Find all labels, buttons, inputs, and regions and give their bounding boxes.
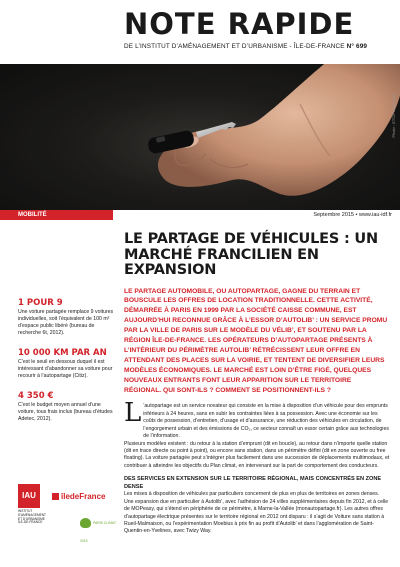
photo-credit: Photo : ETC/Fotolia.com	[391, 94, 396, 138]
publication-subtitle	[124, 43, 367, 50]
key-figure-text: Une voiture partagée remplace 9 voitures individuelles, soit l’équivalent de 100 m² d’espace public libéré (bureau de recherche 6t, 2012).	[18, 309, 114, 336]
rubric-label: MOBILITÉ	[0, 210, 113, 220]
masthead	[0, 0, 400, 64]
key-figure-value: 4 350 €	[18, 391, 54, 401]
section-heading: DES SERVICES EN EXTENSION SUR LE TERRITOIRE RÉGIONAL, MAIS CONCENTRÉS EN ZONE DENSE	[124, 476, 382, 490]
publication-date: Septembre 2015 • www.iau-idf.fr	[313, 212, 392, 218]
key-figure-text: C’est le seuil en dessous duquel il est intéressant d’abandonner sa voiture pour recourir à l’autopartage (Citiz).	[18, 359, 113, 379]
article-paragraph: Plusieurs modèles existent : du retour à la station d’emprunt (dit en boucle), au retour dans n’importe quelle station (dit en trace directe ou point à point), ou encore sans station, dans un périmètre défini (dit en zone ouverte ou free floating). La voiture partagée peut s’intégrer plus facilement dans une succession de déplacements multimodaux, et contribuer à atteindre les objectifs du Plan climat, en intervenant sur la part de comportement des conducteurs.	[124, 440, 390, 469]
key-figure	[18, 348, 116, 380]
iau-logo-text: INSTITUT D’AMÉNAGEMENT ET D’URBANISME ÎLE-DE-FRANCE	[18, 509, 46, 525]
region-logo	[52, 492, 105, 501]
article-body	[124, 398, 390, 440]
publication-title: NOTE RAPIDE	[124, 7, 355, 41]
key-figures-sidebar	[18, 298, 116, 434]
key-figure	[18, 298, 116, 337]
key-figure-value: 10 000 KM PAR AN	[18, 348, 107, 358]
hand-with-key-illustration	[0, 64, 400, 210]
region-logo-text: îledeFrance	[61, 492, 106, 501]
rubric-bar	[0, 210, 400, 220]
issue-number: N° 699	[346, 43, 368, 50]
partner-logos	[18, 484, 124, 543]
article-paragraph: Les mises à disposition de véhicules par particuliers concernent de plus en plus de territoires en zones denses. Une expansion due en particulier à Autolib’, avec l’adhésion de 24 villes supplémentaires depuis fin 2012, et à celle de MOPeasy, qui s’étend en périphérie de ce périmètre, à Marne-la-Vallée (monautopartage.fr). Les autres offres d’autopartage électrique présentes sur le territoire régional en 2012 ont disparu : il s’agit de Voiture sans station à Rueil-Malmaison, ou l’expérimentation Moebius à prix fin au profit d’Autolib’ et dans l’agglomération de Saint-Quentin-en-Yvelines, avec Twizy Way.	[124, 491, 389, 535]
key-figure-value: 1 POUR 9	[18, 298, 63, 308]
subtitle-text: DE L’INSTITUT D’AMÉNAGEMENT ET D’URBANISME - ÎLE-DE-FRANCE	[124, 43, 345, 50]
climate-logo	[80, 514, 124, 550]
key-figure	[18, 391, 116, 423]
article-headline: LE PARTAGE DE VÉHICULES : UN MARCHÉ FRANCILIEN EN EXPANSION	[124, 231, 378, 278]
drop-cap: L	[124, 398, 142, 429]
article-lead: LE PARTAGE AUTOMOBILE, OU AUTOPARTAGE, GAGNE DU TERRAIN ET BOUSCULE LES OFFRES DE LOCATION TRADITIONNELLE. CETTE ACTIVITÉ, DÉMARRÉE À PARIS EN 1999 PAR LA SOCIÉTÉ CAISSE COMMUNE, EST AUJOURD’HUI RECONNUE GRÂCE À L’ESSOR D’AUTOLIB’ : UN SERVICE PROMU PAR LA VILLE DE PARIS SUR LE MODÈLE DU VÉLIB’, ET SOUTENU PAR LA RÉGION ÎLE-DE-FRANCE. LES OPÉRATEURS D’AUTOPARTAGE PRÉSENTS À L’INTÉRIEUR DU PÉRIMÈTRE AUTOLIB’ RÉTRÉCISSENT LEUR OFFRE EN ATTENDANT DES PLACES SUR LA VOIRIE, ET TENTENT DE DIVERSIFIER LEURS MODÈLES ÉCONOMIQUES. LE MARCHÉ EST LOIN D’ÊTRE FIGÉ, QUELQUES NOUVEAUX ENTRANTS FONT LEUR APPARITION SUR LE TERRITOIRE RÉGIONAL. QUI SONT-ILS ? COMMENT SE POSITIONNENT-ILS ?	[124, 287, 388, 394]
cover-photo	[0, 64, 400, 210]
region-logo-icon	[52, 493, 59, 500]
iau-logo: IAU	[18, 484, 40, 508]
leaf-icon	[80, 518, 91, 528]
article-paragraph: ’autopartage est un service novateur qui consiste en la mise à disposition d’un véhicule pour des emprunts inférieurs à 24 heures, sans en subir les contraintes liées à sa possession. Avec une économie sur les coûts de possession, d’entretien, d’usage et d’assurance, une réduction des véhicules en circulation, de l’engorgement urbain et des émissions de CO₂, ce secteur connaît un essor certain grâce aux technologies de l’information.	[143, 403, 389, 440]
key-figure-text: C’est le budget moyen annuel d’une voiture, tous frais inclus (bureau d’études Adetec, 2012).	[18, 402, 113, 422]
article	[124, 232, 390, 536]
climate-logo-text: PARIS CLIMAT 2015	[80, 520, 116, 543]
